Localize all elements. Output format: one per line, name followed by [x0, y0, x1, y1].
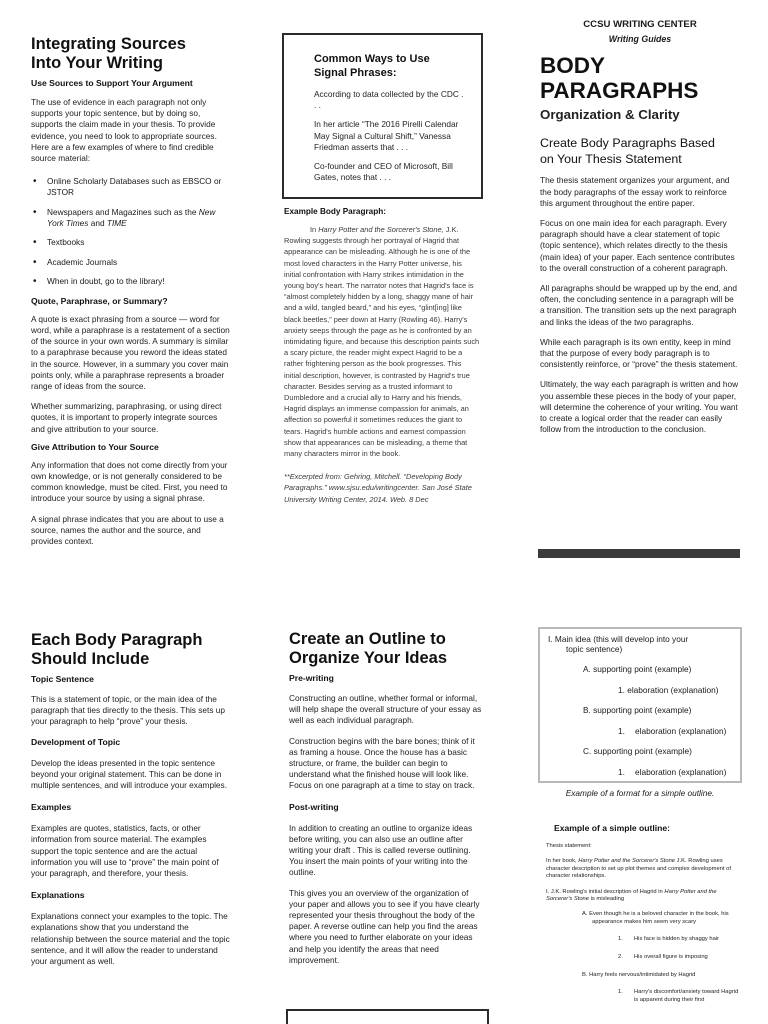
cover-panel — [540, 18, 740, 435]
next-box-edge — [286, 1009, 489, 1024]
source-list — [31, 176, 231, 287]
cover-divider-bar — [538, 549, 740, 558]
signal-phrase-example: According to data collected by the CDC . . . — [314, 89, 464, 111]
example-body-paragraph — [284, 206, 480, 505]
paragraph: The use of evidence in each paragraph not only supports your topic sentence, but by doing so, supports the claim made in your thesis. To provide evidence, you need to look to appropriate sources. Here are a few examples of where to find credible source material: — [31, 97, 217, 164]
subheading: Quote, Paraphrase, or Summary? — [31, 295, 168, 306]
subheading: Give Attribution to Your Source — [31, 441, 159, 452]
signal-phrase-example: Co-founder and CEO of Microsoft, Bill Gates, notes that . . . — [314, 161, 453, 183]
paragraph: Any information that does not come directly from your own knowledge, or is not generally considered to be common knowledge, must be cited. First, you need to introduce your source by using a signal phrase. — [31, 459, 228, 504]
paragraph: Examples are quotes, statistics, facts, or other information from source material. The examples support the topic sentence and are the actual information you will use to “prove” the main point of your paragraph, and therefore, your thesis. — [31, 823, 219, 879]
outline-point-ia1: 1. His face is hidden by shaggy hair — [618, 936, 720, 943]
cover-title: BODY PARAGRAPHS — [540, 53, 699, 103]
outline-elab-c1-num: 1. — [618, 767, 625, 777]
paragraph: Focus on one main idea for each paragraph. Every paragraph should have a clear statement of topic (topic sentence), which relates directly to the thesis (main idea) of your paper. Each sentence contributes to the overall construction of a coherent paragraph. — [540, 218, 735, 273]
outline-main-idea: I. Main idea (this will develop into your — [548, 634, 689, 644]
paragraph: A signal phrase indicates that you are about to use a source, names the author and the source, and provides context. — [31, 513, 224, 546]
outline-elab-a1: 1. elaboration (explanation) — [618, 685, 719, 695]
outline-elab-b1: elaboration (explanation) — [635, 726, 727, 736]
outline-point-ib: B. Harry feels nervous/intimidated by Hagrid — [582, 972, 696, 979]
signal-phrase-example: In her article “The 2016 Pirelli Calendar May Signal a Cultural Shift,” Vanessa Friedman asserts that . . . — [314, 119, 459, 152]
paragraph: A quote is exact phrasing from a source — word for word, while a paraphrase is a restatement of a section of the source in your own words. A summary is similar to a paraphrase because you reword the ideas stated in the source. However, in a summary you cover main points only, while a paraphrase represents a broader range of ideas from the source. — [31, 313, 230, 391]
paragraph: In addition to creating an outline to organize ideas before writing, you can also use an outline after writing your draft . This is called reverse outlining. You insert the main points of your writing into the outline. — [289, 822, 473, 878]
panel-integrating-sources — [31, 35, 231, 547]
signal-phrases-box — [282, 33, 483, 199]
thesis-label: Thesis statement: — [546, 843, 592, 849]
simple-outline-example — [546, 823, 742, 1004]
subheading: Development of Topic — [31, 736, 121, 747]
outline-point-b: B. supporting point (example) — [583, 705, 692, 715]
outline-point-c: C. supporting point (example) — [583, 746, 692, 756]
section-title: Each Body Paragraph Should Include — [31, 631, 203, 668]
outline-elab-c1: elaboration (explanation) — [635, 767, 727, 777]
panel-create-outline — [289, 630, 483, 966]
subheading: Use Sources to Support Your Argument — [31, 78, 193, 88]
paragraph: Ultimately, the way each paragraph is written and how you assemble these pieces in the body of your paper, will determine the coherence of your writing. You want to create a logical order that the reader can easily follow from the introduction to the conclusion. — [540, 379, 739, 435]
thesis-statement: In her book, Harry Potter and the Sorcerer's Stone J.K. Rowling uses character description to set up plot themes and complex development of character relationships. — [546, 858, 731, 880]
paragraph: This is a statement of topic, or the main idea of the paragraph that ties directly to the thesis. This sets up your paragraph to help “prove” your thesis. — [31, 694, 226, 727]
section-title: Create an Outline to Organize Your Ideas — [289, 630, 448, 667]
outline-point-i: I. J.K. Rowling's initial description of Hagrid in Harry Potter and the Sorcerer's Stone is misleading — [546, 888, 717, 903]
outline-point-ib1: 1. Harry's discomfort/anxiety toward Hagrid is apparent during their first — [618, 989, 739, 1003]
cover-subheading: Create Body Paragraphs Based on Your Thesis Statement — [540, 136, 715, 167]
panel-body-paragraph-includes — [31, 631, 231, 967]
paragraph: Construction begins with the bare bones; think of it as framing a house. Once the house has a basic structure, or frame, the builder can begin to understand what the finished house will look like. Focus on one paragraph at a time to stay on track. — [289, 735, 475, 791]
outline-point-a: A. supporting point (example) — [583, 664, 692, 674]
section-title: Integrating Sources Into Your Writing — [31, 35, 186, 72]
list-item: • Newspapers and Magazines such as the New York Times and TIME — [31, 207, 231, 229]
example-heading: Example of a simple outline: — [554, 823, 671, 833]
outline-caption: Example of a format for a simple outline. — [565, 788, 715, 798]
paragraph: All paragraphs should be wrapped up by the end, and often, the concluding sentence in a paragraph will be a transition. The transition sets up the next paragraph and links the ideas of the two paragraphs. — [540, 283, 737, 327]
list-item: • When in doubt, go to the library! — [31, 276, 231, 287]
citation: **Excerpted from: Gehring, Mitchell. “Developing Body Paragraphs.” www.sjsu.edu/writingcenter. San José State University Writing Center, 2014. Web. 8 Dec — [284, 472, 472, 504]
subheading: Pre-writing — [289, 673, 334, 683]
outline-point-ia2: 2. His overall figure is imposing — [618, 953, 708, 960]
paragraph: The thesis statement organizes your argument, and the body paragraphs of the essay work to reinforce this argument throughout the entire paper. — [540, 175, 730, 208]
paragraph: While each paragraph is its own entity, keep in mind that the purpose of every body paragraph is to consistently reinforce, or “prove” the thesis statement. — [540, 336, 738, 370]
outline-format-box — [538, 627, 742, 783]
paragraph: Explanations connect your examples to the topic. The explanations show that you understand the relationship between the source material and the topic sentence, and it will allow the reader to understand your argument as well. — [31, 911, 230, 967]
example-text: In Harry Potter and the Sorcerer's Stone, J.K. Rowling suggests through her portrayal of Hagrid that appearance can be misleading. Although he is one of the most loved characters in the Harry Potter universe, his initial confrontation with Harry strikes intimidation in the young boy's heart. The narrator notes that Hagrid's face is “almost completely hidden by a long, shaggy mane of hair and a wild, tangled beard,” and his eyes, “glint[ing] like black beetles,” peer down at Harry (Rowling 46). Harry's anxiety seeps through the page as he is confronted by an intimidating figure, and because this description paints such a scary picture, the reader might expect Hagrid to be a rather frightening person as the book progresses. This initial description, however, is contrasted by Hagrid's true character. Besides serving as a trusted informant to Dumbledore and a crucial ally to Harry and his friends, Hagrid displays an immense compassion for animals, an affection so powerful it sometimes reduces the giant to tears. Hagrid's humble actions and earnest compassion show that appearances can be misleading, a theme that many characters mirror in the book. — [284, 225, 480, 459]
paragraph: Whether summarizing, paraphrasing, or using direct quotes, it is important to properly integrate sources and give attribution to your source. — [31, 401, 222, 434]
outline-main-idea-cont: topic sentence) — [566, 644, 623, 654]
list-item: • Online Scholarly Databases such as EBSCO or JSTOR — [31, 176, 231, 198]
subheading: Examples — [31, 802, 72, 813]
outline-point-ia: A. Even though he is a beloved character in the book, his appearance makes him seem very scary — [582, 911, 729, 925]
paragraph: This gives you an overview of the organization of your paper and allows you to see if you have clearly represented your thesis throughout the body of the paper. A reverse outline can help you find the areas where you need to further elaborate on your ideas and help you identify the areas that need improvement. — [289, 887, 480, 965]
subheading: Explanations — [31, 890, 85, 901]
center-name: CCSU WRITING CENTER — [583, 19, 697, 30]
outline-elab-b1-num: 1. — [618, 726, 625, 736]
example-heading: Example Body Paragraph: — [284, 207, 386, 216]
cover-tagline: Organization & Clarity — [540, 107, 680, 122]
list-item: • Academic Journals — [31, 257, 231, 268]
box-title: Common Ways to Use Signal Phrases: — [314, 53, 430, 79]
subheading: Topic Sentence — [31, 674, 94, 684]
list-item: • Textbooks — [31, 237, 231, 248]
paragraph: Constructing an outline, whether formal or informal, will help shape the overall structure of your essay as well as each individual paragraph. — [289, 693, 482, 726]
paragraph: Develop the ideas presented in the topic sentence beyond your original statement. This can be done in multiple sentences, and will introduce your examples. — [31, 757, 227, 791]
center-subtitle: Writing Guides — [608, 34, 672, 44]
subheading: Post-writing — [289, 801, 339, 812]
